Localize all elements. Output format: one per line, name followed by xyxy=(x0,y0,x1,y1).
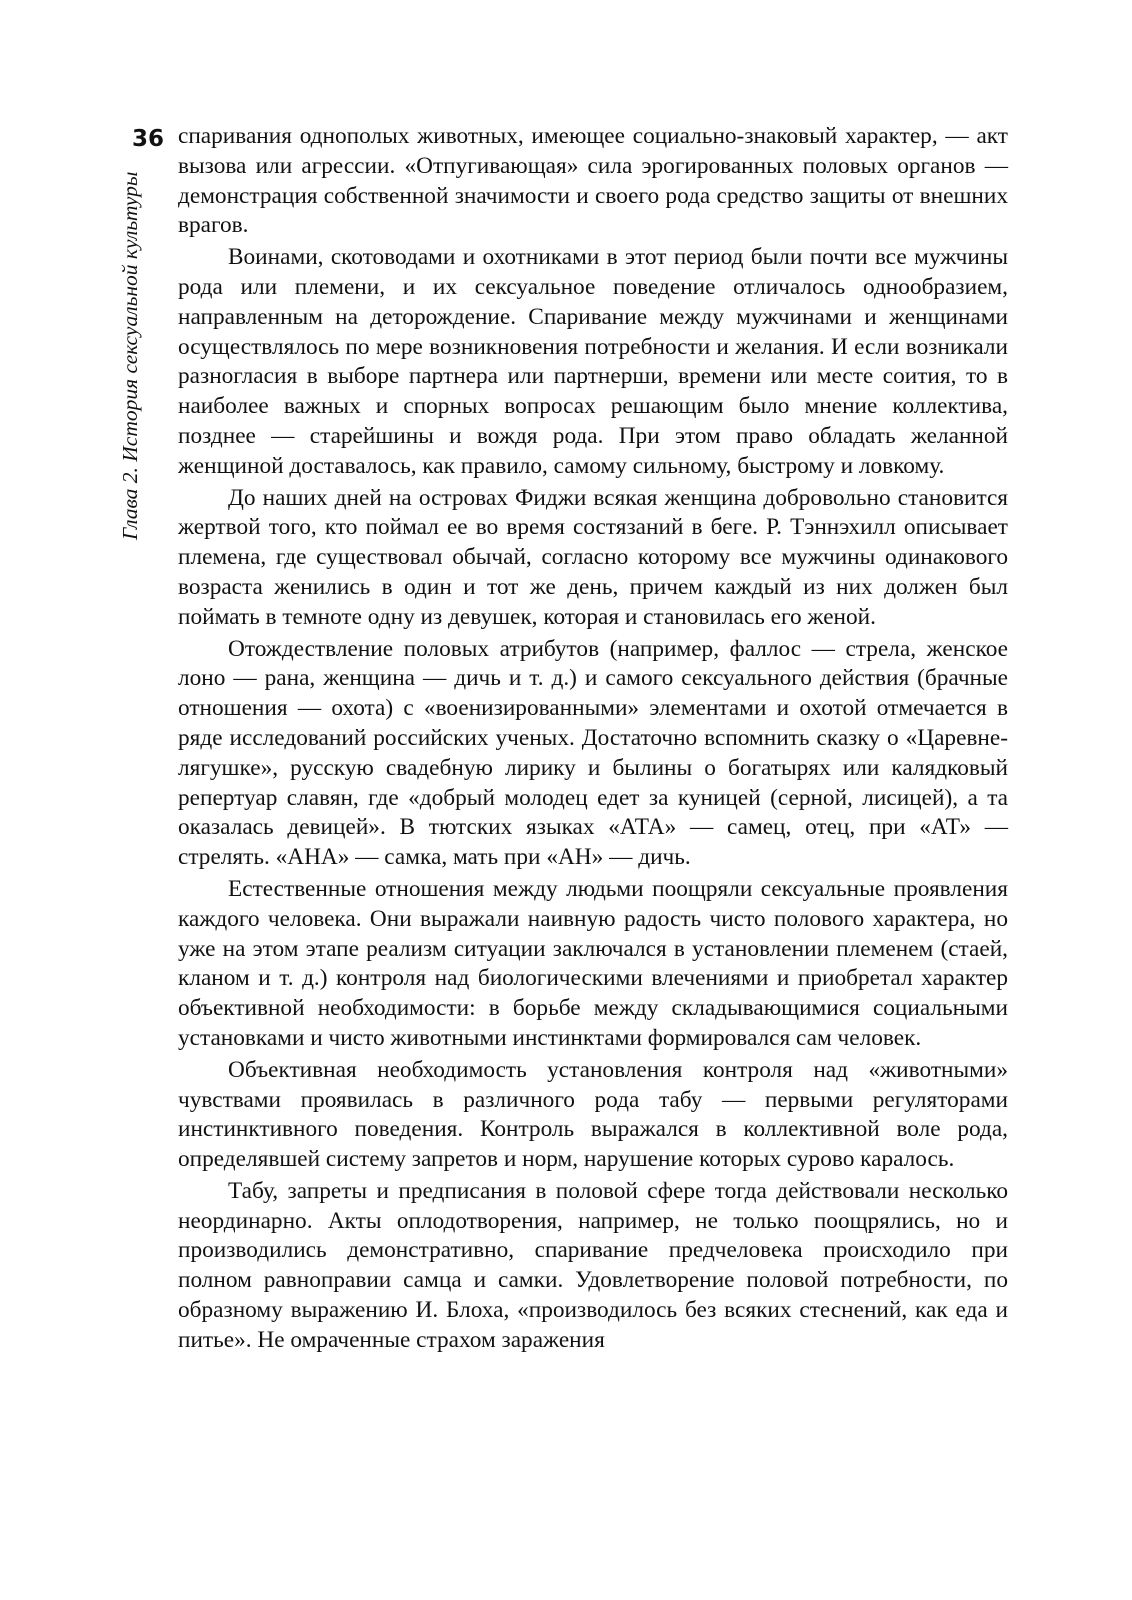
paragraph: Объективная необходимость установления контроля над «животными» чувствами проявилась в различного рода табу — первыми регуляторами инстинктивного поведения. Контроль выражался в коллективной воле рода, определявшей систему запретов и норм, нарушение которых сурово каралось. xyxy=(178,1056,1008,1173)
running-head: Глава 2. История сексуальной культуры xyxy=(118,171,142,540)
paragraph: спаривания однополых животных, имеющее социально-знаковый характер, — акт вызова или агрессии. «Отпугивающая» сила эрогированных половых органов — демонстрация собственной значимости и своего рода средство защиты от внешних врагов. xyxy=(178,123,1008,239)
paragraph: Воинами, скотоводами и охотниками в этот период были почти все мужчины рода или племени, и их сексуальное поведение отличалось однообразием, направленным на деторождение. Спаривание между мужчинами и женщинами осуществлялось по мере возникновения потребности и желания. И если возникали разногласия в выборе партнера или партнерши, времени или месте соития, то в наиболее важных и спорных вопросах решающим было мнение коллектива, позднее — старейшины и вождя рода. При этом право обладать желанной женщиной доставалось, как правило, самому сильному, быстрому и ловкому. xyxy=(178,244,1008,479)
page-number: 36 xyxy=(132,126,165,152)
paragraph: Отождествление половых атрибутов (например, фаллос — стрела, женское лоно — рана, женщина — дичь и т. д.) и самого сексуального действия (брачные отношения — охота) с «военизированными» элементами и охотой отмечается в ряде исследований российских ученых. Достаточно вспомнить сказку о «Царевне-лягушке», русскую свадебную лирику и былины о богатырях или калядковый репертуар славян, где «добрый молодец едет за куницей (серной, лисицей), а та оказалась девицей». В тютских языках «АТА» — самец, отец, при «АТ» — стрелять. «АНА» — самка, мать при «АН» — дичь. xyxy=(178,635,1008,871)
paragraph: До наших дней на островах Фиджи всякая женщина добровольно становится жертвой того, кто поймал ее во время состязаний в беге. Р. Тэннэхилл описывает племена, где существовал обычай, согласно которому все мужчины одинакового возраста женились в один и тот же день, причем каждый из них должен был поймать в темноте одну из девушек, которая и становилась его женой. xyxy=(178,484,1008,630)
body-text xyxy=(178,122,1008,1358)
paragraph: Естественные отношения между людьми поощряли сексуальные проявления каждого человека. Они выражали наивную радость чисто полового характера, но уже на этом этапе реализм ситуации заключался в установлении племенем (стаей, кланом и т. д.) контроля над биологическими влечениями и приобретал характер объективной необходимости: в борьбе между складывающимися социальными установками и чисто животными инстинктами формировался сам человек. xyxy=(178,875,1008,1051)
paragraph: Табу, запреты и предписания в половой сфере тогда действовали несколько неординарно. Акты оплодотворения, например, не только поощрялись, но и производились демонстративно, спаривание предчеловека происходило при полном равноправии самца и самки. Удовлетворение половой потребности, по образному выражению И. Блоха, «производилось без всяких стеснений, как еда и питье». Не омраченные страхом заражения xyxy=(178,1177,1008,1353)
